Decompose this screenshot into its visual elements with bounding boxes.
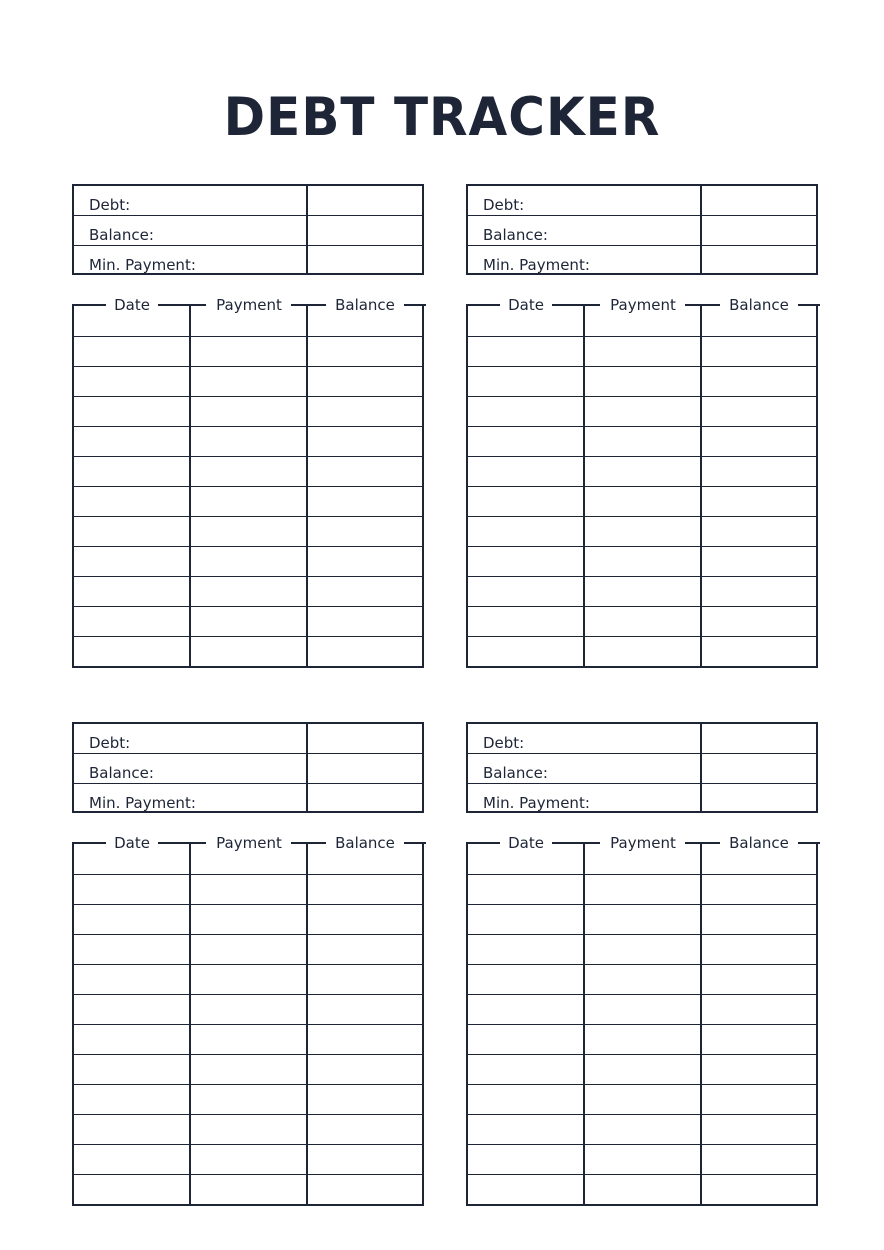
info-divider: [306, 754, 308, 783]
debt-info-row: [468, 724, 816, 754]
table-row: [74, 456, 422, 457]
payment-column-header: Payment: [210, 833, 288, 853]
table-row: [74, 486, 422, 487]
debt-info-row: [74, 245, 422, 275]
balance-column-header: Balance: [723, 295, 795, 315]
table-row: [74, 546, 422, 547]
date-column-header: Date: [108, 833, 156, 853]
table-top-border: [466, 304, 500, 306]
table-row: [468, 486, 816, 487]
table-row: [468, 964, 816, 965]
table-row: [468, 1084, 816, 1085]
table-row: [74, 874, 422, 875]
debt-value-field[interactable]: [704, 186, 816, 216]
table-row: [74, 1114, 422, 1115]
table-row: [468, 426, 816, 427]
table-top-border: [291, 304, 326, 306]
table-row: [468, 1054, 816, 1055]
table-row: [468, 904, 816, 905]
table-top-border: [552, 304, 600, 306]
table-row: [74, 396, 422, 397]
min-payment-label: Min. Payment:: [483, 793, 590, 812]
table-top-border: [552, 842, 600, 844]
info-divider: [306, 216, 308, 245]
debt-value-field[interactable]: [704, 724, 816, 754]
table-row: [468, 576, 816, 577]
min-payment-value-field[interactable]: [310, 784, 422, 813]
table-row: [468, 366, 816, 367]
table-row: [74, 576, 422, 577]
table-row: [468, 1114, 816, 1115]
table-row: [468, 516, 816, 517]
debt-info-row: [74, 186, 422, 216]
table-row: [74, 636, 422, 637]
table-row: [74, 516, 422, 517]
debt-info-row: [74, 215, 422, 245]
debt-info-row: [74, 753, 422, 783]
min-payment-value-field[interactable]: [704, 784, 816, 813]
date-column-header: Date: [502, 295, 550, 315]
debt-info-row: [74, 724, 422, 754]
table-row: [468, 1144, 816, 1145]
info-divider: [700, 754, 702, 783]
date-column-header: Date: [108, 295, 156, 315]
min-payment-label: Min. Payment:: [89, 255, 196, 274]
table-top-border: [404, 304, 426, 306]
date-column-header: Date: [502, 833, 550, 853]
debt-info-table: [72, 722, 424, 813]
table-top-border: [291, 842, 326, 844]
table-row: [468, 456, 816, 457]
table-row: [74, 606, 422, 607]
table-top-border: [685, 304, 720, 306]
debt-value-field[interactable]: [310, 186, 422, 216]
table-top-border: [798, 304, 820, 306]
payment-column-header: Payment: [604, 295, 682, 315]
table-row: [74, 366, 422, 367]
page-title: DEBT TRACKER: [223, 86, 661, 148]
balance-label: Balance:: [89, 764, 154, 783]
min-payment-value-field[interactable]: [310, 246, 422, 275]
payment-column-header: Payment: [210, 295, 288, 315]
debt-label: Debt:: [89, 734, 131, 752]
debt-info-table: [72, 184, 424, 275]
info-divider: [306, 724, 308, 754]
balance-label: Balance:: [483, 226, 548, 245]
balance-label: Balance:: [483, 764, 548, 783]
debt-label: Debt:: [483, 196, 525, 214]
balance-value-field[interactable]: [704, 754, 816, 783]
table-top-border: [72, 842, 106, 844]
table-row: [74, 904, 422, 905]
debt-value-field[interactable]: [310, 724, 422, 754]
table-row: [468, 396, 816, 397]
debt-label: Debt:: [89, 196, 131, 214]
info-divider: [700, 246, 702, 275]
table-row: [74, 1084, 422, 1085]
balance-column-header: Balance: [329, 833, 401, 853]
min-payment-label: Min. Payment:: [89, 793, 196, 812]
info-divider: [306, 784, 308, 813]
table-top-border: [466, 842, 500, 844]
balance-value-field[interactable]: [310, 754, 422, 783]
payment-log-table: [466, 296, 818, 668]
table-row: [74, 1054, 422, 1055]
debt-info-row: [468, 186, 816, 216]
balance-column-header: Balance: [329, 295, 401, 315]
balance-label: Balance:: [89, 226, 154, 245]
table-top-border: [685, 842, 720, 844]
debt-info-table: [466, 722, 818, 813]
debt-info-row: [468, 215, 816, 245]
table-row: [468, 934, 816, 935]
table-top-border: [798, 842, 820, 844]
debt-info-row: [468, 753, 816, 783]
min-payment-label: Min. Payment:: [483, 255, 590, 274]
min-payment-value-field[interactable]: [704, 246, 816, 275]
table-row: [468, 994, 816, 995]
payment-log-table: [466, 834, 818, 1206]
debt-label: Debt:: [483, 734, 525, 752]
info-divider: [700, 216, 702, 245]
info-divider: [700, 186, 702, 216]
debt-info-row: [74, 783, 422, 813]
debt-info-table: [466, 184, 818, 275]
payment-column-header: Payment: [604, 833, 682, 853]
payment-log-table: [72, 296, 424, 668]
table-row: [74, 1024, 422, 1025]
table-row: [468, 606, 816, 607]
table-top-border: [158, 842, 206, 844]
info-divider: [700, 784, 702, 813]
table-top-border: [158, 304, 206, 306]
table-row: [468, 336, 816, 337]
table-row: [468, 1024, 816, 1025]
table-row: [74, 1144, 422, 1145]
table-row: [74, 964, 422, 965]
balance-value-field[interactable]: [704, 216, 816, 245]
table-row: [468, 546, 816, 547]
table-row: [74, 336, 422, 337]
debt-info-row: [468, 245, 816, 275]
table-row: [74, 1174, 422, 1175]
info-divider: [700, 724, 702, 754]
table-row: [74, 934, 422, 935]
table-row: [468, 874, 816, 875]
table-row: [74, 994, 422, 995]
debt-info-row: [468, 783, 816, 813]
info-divider: [306, 186, 308, 216]
table-row: [468, 1174, 816, 1175]
table-row: [468, 636, 816, 637]
table-row: [74, 426, 422, 427]
balance-column-header: Balance: [723, 833, 795, 853]
balance-value-field[interactable]: [310, 216, 422, 245]
table-top-border: [404, 842, 426, 844]
payment-log-table: [72, 834, 424, 1206]
table-top-border: [72, 304, 106, 306]
info-divider: [306, 246, 308, 275]
